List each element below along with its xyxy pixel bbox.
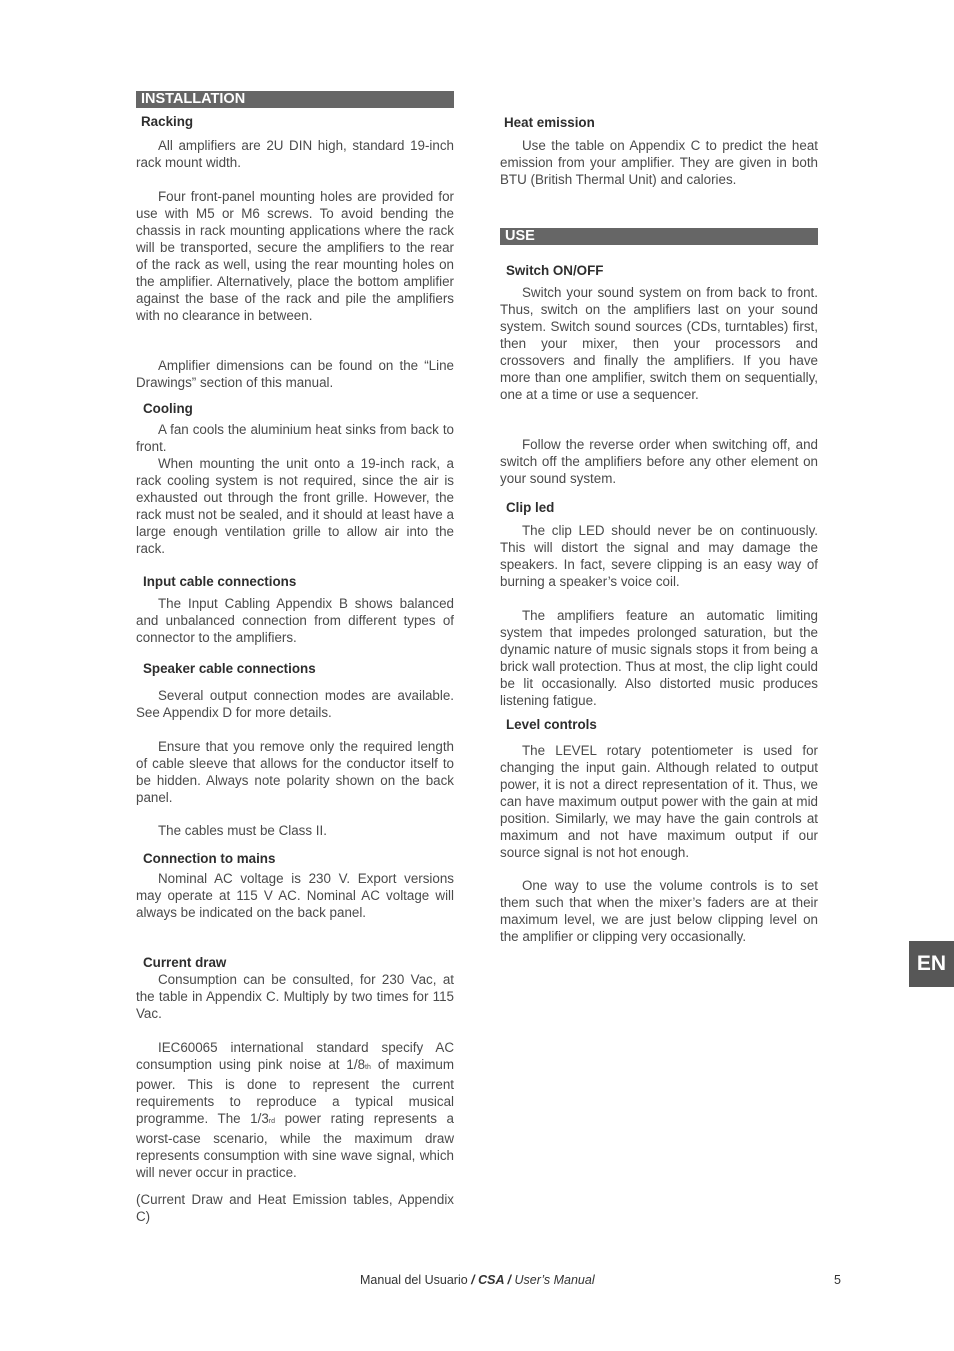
- heading-switch-on-off: Switch ON/OFF: [506, 263, 604, 278]
- section-header-use: USE: [500, 228, 818, 245]
- paragraph-racking-1: All amplifiers are 2U DIN high, standard 19-inch rack mount width.: [136, 138, 454, 170]
- paragraph-cooling-1: A fan cools the aluminium heat sinks from back to front.: [136, 422, 454, 454]
- footer-separator-2: /: [504, 1273, 515, 1287]
- footer-brand: CSA: [478, 1273, 505, 1287]
- current-2-text-c: power rating represents a worst-case scenario, while the maximum draw represents consumption with sine wave signal, which will never occur in practice.: [136, 1111, 454, 1180]
- heading-input-cable: Input cable connections: [143, 574, 297, 589]
- superscript-th: th: [365, 1064, 371, 1071]
- heading-current-draw: Current draw: [143, 955, 227, 970]
- paragraph-speaker-1: Several output connection modes are available. See Appendix D for more details.: [136, 688, 454, 720]
- current-2-text-b: of maximum power. This is done to represent the current requirements to reproduce a typical musical programme. The 1/3: [136, 1057, 454, 1126]
- paragraph-switch-1: Switch your sound system on from back to front. Thus, switch on the amplifiers last on your sound system. Switch sound sources (CDs, turntables) first, then your mixer, then your processors and crossovers and finally the amplifiers. If you have more than one amplifier, switch them on sequentially, one at a time or use a sequencer.: [500, 285, 818, 402]
- heading-clip-led: Clip led: [506, 500, 555, 515]
- paragraph-mains: Nominal AC voltage is 230 V. Export versions may operate at 115 V AC. Nominal AC voltage will always be indicated on the back panel.: [136, 871, 454, 920]
- footer-text-spanish: Manual del Usuario: [360, 1273, 468, 1287]
- paragraph-current-2: [136, 1039, 454, 1181]
- footer-separator-1: /: [467, 1273, 479, 1287]
- paragraph-level-2: One way to use the volume controls is to set them such that when the mixer’s faders are at their maximum level, we are just below clipping level on the amplifier or clipping very occasionally.: [500, 878, 818, 944]
- superscript-rd: rd: [268, 1118, 276, 1125]
- heading-speaker-cable: Speaker cable connections: [143, 661, 316, 676]
- paragraph-level-1: The LEVEL rotary potentiometer is used for changing the input gain. Although related to output power, it is not a direct representation of it. Thus, we can have maximum output power with the gain at mid position. Similarly, we may have the gain controls at maximum and not have maximum output if our source signal is not hot enough.: [500, 743, 818, 860]
- paragraph-cooling-2: When mounting the unit onto a 19-inch rack, a rack cooling system is not required, since the air is exhausted out through the front grille. However, the rack must not be sealed, and it should at least have a large enough ventilation grille to allow air into the rack.: [136, 456, 454, 556]
- footer-text-english: User’s Manual: [514, 1273, 595, 1287]
- current-2-text-a: IEC60065 international standard specify AC consumption using pink noise at 1/8: [136, 1040, 454, 1072]
- heading-heat-emission: Heat emission: [504, 115, 595, 130]
- paragraph-speaker-3: The cables must be Class II.: [158, 823, 327, 838]
- heading-cooling: Cooling: [143, 401, 193, 416]
- paragraph-clip-1: The clip LED should never be on continuously. This will distort the signal and may damage the speakers. In fact, severe clipping is an easy way of burning a speaker’s voice coil.: [500, 523, 818, 589]
- heading-racking: Racking: [141, 114, 194, 129]
- heading-level-controls: Level controls: [506, 717, 597, 732]
- paragraph-current-3: (Current Draw and Heat Emission tables, Appendix C): [136, 1192, 454, 1224]
- paragraph-racking-2: Four front-panel mounting holes are provided for use with M5 or M6 screws. To avoid bending the chassis in rack mounting applications where the rack will be transported, secure the amplifiers to the rear of the rack as well, using the rear mounting holes on the amplifier. Alternatively, place the bottom amplifier against the base of the rack and pile the amplifiers with no clearance in between.: [136, 189, 454, 323]
- section-header-installation: INSTALLATION: [136, 91, 454, 108]
- heading-connection-mains: Connection to mains: [143, 851, 276, 866]
- paragraph-input-cable: The Input Cabling Appendix B shows balanced and unbalanced connection from different types of connector to the amplifiers.: [136, 596, 454, 645]
- paragraph-heat-emission: Use the table on Appendix C to predict the heat emission from your amplifier. They are given in both BTU (British Thermal Unit) and calories.: [500, 138, 818, 187]
- paragraph-clip-2: The amplifiers feature an automatic limiting system that impedes prolonged saturation, but the dynamic nature of music signals stops it from being a brick wall protection. Thus at most, the clip light could be lit occasionally. Also distorted music produces listening fatigue.: [500, 608, 818, 708]
- paragraph-racking-3: Amplifier dimensions can be found on the “Line Drawings” section of this manual.: [136, 358, 454, 390]
- language-tab-en: EN: [909, 941, 954, 987]
- footer-title: [360, 1273, 595, 1288]
- paragraph-current-1: Consumption can be consulted, for 230 Vac, at the table in Appendix C. Multiply by two times for 115 Vac.: [136, 972, 454, 1021]
- page-number: 5: [834, 1273, 841, 1287]
- paragraph-speaker-2: Ensure that you remove only the required length of cable sleeve that allows for the conductor itself to be hidden. Always note polarity shown on the back panel.: [136, 739, 454, 805]
- paragraph-switch-2: Follow the reverse order when switching off, and switch off the amplifiers before any other element on your sound system.: [500, 437, 818, 486]
